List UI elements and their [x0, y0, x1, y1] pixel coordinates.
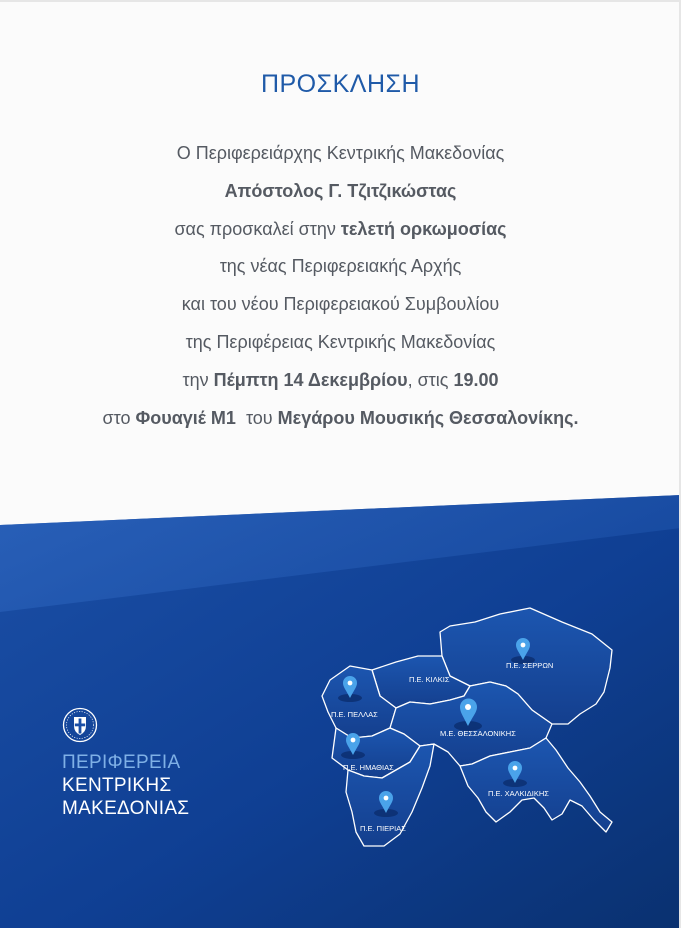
region-logo: [62, 707, 190, 819]
text-line-1: [0, 135, 681, 173]
text-line-4: [0, 248, 681, 286]
governor-name: Απόστολος Γ. Τζιτζικώστας: [224, 180, 457, 201]
text-line-8-start: στο: [102, 407, 136, 428]
text-line-6-text: της Περιφέρειας Κεντρικής Μακεδονίας: [185, 331, 496, 352]
event-time: 19.00: [453, 369, 499, 390]
map-label-chalkidiki: Π.Ε. ΧΑΛΚΙΔΙΚΗΣ: [488, 789, 549, 798]
map-label-serres: Π.Ε. ΣΕΡΡΩΝ: [506, 661, 554, 670]
text-line-3: [0, 211, 681, 249]
text-line-7: [0, 362, 681, 400]
text-line-6: [0, 324, 681, 362]
text-line-3-start: σας προσκαλεί στην: [174, 218, 341, 239]
region-map: [300, 600, 630, 850]
text-line-7-mid: , στις: [407, 369, 454, 390]
governor-title: Ο Περιφερειάρχης Κεντρικής Μακεδονίας: [176, 143, 505, 163]
text-line-5: [0, 286, 681, 324]
event-venue: Μεγάρου Μουσικής Θεσσαλονίκης.: [277, 407, 579, 428]
logo-text-region: ΠΕΡΙΦΕΡΕΙΑ: [62, 752, 181, 773]
map-label-imathia: Π.Ε. ΗΜΑΘΙΑΣ: [343, 763, 394, 772]
map-label-pella: Π.Ε. ΠΕΛΛΑΣ: [331, 710, 378, 719]
text-line-2: [0, 173, 681, 211]
text-line-8: [0, 400, 681, 438]
invitation-text: [0, 70, 681, 437]
coat-of-arms-icon: [62, 707, 98, 743]
event-date: Πέμπτη 14 Δεκεμβρίου: [213, 369, 408, 390]
text-line-4-text: της νέας Περιφερειακής Αρχής: [219, 256, 462, 277]
text-line-8-mid: του: [235, 407, 278, 428]
text-line-7-start: την: [182, 369, 214, 390]
top-border: [0, 0, 681, 2]
map-label-kilkis: Π.Ε. ΚΙΛΚΙΣ: [409, 675, 450, 684]
map-label-pieria: Π.Ε. ΠΙΕΡΙΑΣ: [360, 824, 406, 833]
ceremony-name: τελετή ορκωμοσίας: [340, 218, 507, 239]
logo-text-central: ΚΕΝΤΡΙΚΗΣ: [62, 775, 172, 796]
map-label-thessaloniki: Μ.Ε. ΘΕΣΣΑΛΟΝΙΚΗΣ: [440, 729, 516, 738]
invitation-heading: ΠΡΟΣΚΛΗΣΗ: [260, 70, 421, 98]
event-room: Φουαγιέ Μ1: [135, 407, 236, 428]
logo-text-macedonia: ΜΑΚΕΔΟΝΙΑΣ: [62, 798, 190, 819]
text-line-5-text: και του νέου Περιφερειακού Συμβουλίου: [181, 294, 500, 315]
